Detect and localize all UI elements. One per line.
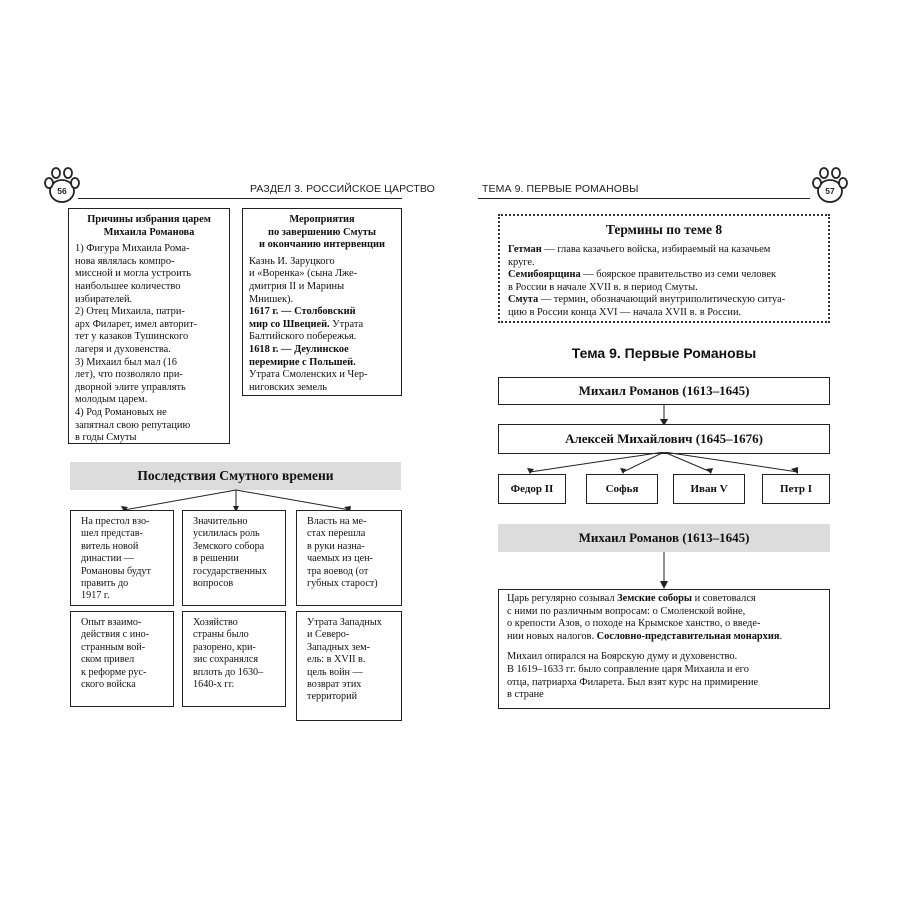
reasons-line: избирателей.	[75, 293, 133, 305]
cell-line: странным вой-	[81, 641, 146, 653]
tree-children-connectors	[498, 452, 838, 476]
measures-line: Балтийского побережья.	[249, 331, 357, 343]
cell-line: тра воевод (от	[307, 565, 369, 577]
reasons-title-line: Причины избрания царем	[87, 214, 211, 225]
consequence-cell	[70, 510, 174, 606]
reasons-line: нова являлась компро-	[75, 255, 175, 267]
measures-title-line: по завершению Смуты	[267, 226, 377, 238]
cell-line: ского войска	[81, 679, 136, 691]
consequence-cell	[182, 611, 286, 707]
details-text: и советовался	[692, 593, 756, 604]
reasons-line: запятнал свою репутацию	[75, 419, 191, 431]
measures-line: ниговских земель	[249, 381, 328, 393]
cell-line: Западных зем-	[307, 641, 370, 653]
mikhail-details	[507, 593, 821, 702]
term-definition: круге.	[508, 256, 535, 268]
cell-line: зис сохранялся	[193, 654, 259, 666]
details-text: в стране	[507, 689, 544, 701]
topic-title: Тема 9. Первые Романовы	[571, 345, 757, 361]
tree-node-child: Петр I	[762, 474, 830, 504]
reasons-line: лет), что позволяло при-	[75, 369, 183, 381]
tree-node-aleksei: Алексей Михайлович (1645–1676)	[498, 424, 830, 454]
consequence-cell	[70, 611, 174, 707]
term-definition: в России в начале XVII в. в период Смуты.	[508, 281, 698, 293]
reasons-line: тет у казаков Тушинского	[75, 331, 189, 343]
term-definition: — боярское правительство из семи человек	[580, 269, 776, 281]
reasons-line: арх Филарет, имел авторит-	[75, 318, 198, 330]
cell-line: к реформе рус-	[81, 666, 147, 678]
cell-line: 1640-х гг.	[193, 679, 235, 691]
reasons-line: лагеря и духовенства.	[75, 343, 171, 355]
measures-title-line: и окончанию интервенции	[258, 239, 386, 251]
details-text: .	[779, 630, 783, 642]
measures-line: и «Воренка» (сына Лже-	[249, 268, 358, 280]
cell-line: шел представ-	[81, 528, 143, 540]
cell-line: ском привел	[81, 654, 135, 666]
measures-line: Мнишек).	[249, 293, 294, 305]
measures-line: дмитрия II и Марины	[249, 280, 345, 292]
terms-body	[508, 244, 820, 320]
running-head-left: РАЗДЕЛ 3. РОССИЙСКОЕ ЦАРСТВО	[250, 183, 435, 195]
estate-monarchy: Сословно-представительная монархия	[596, 630, 780, 642]
cell-line: Романовы будут	[81, 565, 151, 577]
cell-line: в решении	[193, 553, 239, 565]
cell-line: Утрата Западных	[307, 617, 382, 628]
reasons-line: 1) Фигура Михаила Рома-	[75, 243, 190, 255]
page-number-right: 57	[825, 186, 835, 196]
cell-line: и Северо-	[307, 629, 350, 641]
reasons-box	[68, 208, 230, 444]
cell-line: усилилась роль	[193, 528, 260, 540]
mikhail-details-box	[498, 589, 830, 709]
term-smuta: Смута	[508, 294, 539, 306]
section-title: Михаил Романов (1613–1645)	[498, 524, 830, 552]
zemsky-sobor: Земские соборы	[617, 593, 693, 604]
reasons-list	[75, 243, 223, 445]
terms-title: Термины по теме 8	[605, 222, 723, 237]
details-text: Царь регулярно созывал	[507, 593, 618, 604]
cell-line: Хозяйство	[193, 617, 238, 628]
measures-body	[249, 256, 395, 395]
cell-line: ель: в XVII в.	[307, 654, 366, 666]
cell-line: Земского собора	[193, 540, 265, 552]
cell-line: территорий	[307, 691, 358, 703]
cell-line: Власть на ме-	[307, 516, 367, 527]
cell-line: губных старост)	[307, 578, 378, 590]
cell-line: государственных	[193, 565, 267, 577]
reasons-line: миссной и могла устроить	[75, 268, 192, 280]
cell-line: разорено, кри-	[193, 641, 256, 653]
cell-line: династии —	[81, 553, 135, 565]
consequence-cell	[296, 611, 402, 721]
cell-line: возврат этих	[307, 679, 362, 691]
page-number-left: 56	[57, 186, 67, 196]
treaty-1617-cont: мир со Швецией.	[249, 318, 330, 330]
details-text: нии новых налогов.	[507, 630, 597, 642]
tree-node-child: Иван V	[673, 474, 745, 504]
tree-node-child: Федор II	[498, 474, 566, 504]
cell-line: чаемых из цен-	[307, 553, 373, 565]
reasons-title	[75, 214, 223, 239]
cell-line: 1917 г.	[81, 590, 110, 602]
term-definition: — глава казачьего войска, избираемый на казачьем	[541, 244, 771, 255]
cell-line: вплоть до 1630–	[193, 666, 264, 678]
cell-line: цель войн —	[307, 666, 363, 678]
reasons-line: 2) Отец Михаила, патри-	[75, 306, 185, 318]
details-text: о крепости Азов, о походе на Крымское ханство, о введе-	[507, 618, 761, 630]
cell-line: витель новой	[81, 540, 139, 552]
cell-line: в руки назна-	[307, 540, 365, 552]
cell-line: действия с ино-	[81, 629, 150, 641]
consequence-cell	[182, 510, 286, 606]
consequence-cell	[296, 510, 402, 606]
terms-box	[498, 214, 830, 323]
cell-line: стах перешла	[307, 528, 366, 540]
reasons-line: дворной элите управлять	[75, 381, 186, 393]
truce-1618-cont: перемирие с Польшей.	[249, 356, 356, 368]
tree-node-mikhail: Михаил Романов (1613–1645)	[498, 377, 830, 405]
cell-line: править до	[81, 578, 129, 590]
measures-line: Казнь И. Заруцкого	[249, 255, 335, 267]
consequences-title: Последствия Смутного времени	[70, 462, 401, 490]
cell-line: Опыт взаимо-	[81, 617, 142, 628]
reasons-line: 3) Михаил был мал (16	[75, 356, 177, 368]
measures-title	[249, 214, 395, 252]
term-semiboyarshchina: Семибоярщина	[508, 269, 581, 281]
cell-line: вопросов	[193, 578, 234, 590]
treaty-1617: 1617 г. — Столбовский	[249, 306, 356, 318]
term-definition: — термин, обозначающий внутриполитическую ситуа-	[538, 294, 786, 306]
measures-line: Утрата Смоленских и Чер-	[249, 369, 368, 381]
term-hetman: Гетман	[508, 244, 542, 255]
measures-box	[242, 208, 402, 396]
details-text: отца, патриарха Филарета. Был взят курс на примирение	[507, 676, 759, 688]
reasons-line: молодым царем.	[75, 394, 148, 406]
details-text: с ними по различным вопросам: о Смоленской войне,	[507, 605, 746, 617]
cell-line: Значительно	[193, 516, 248, 527]
cell-line: На престол взо-	[81, 516, 150, 527]
tree-node-child: Софья	[586, 474, 658, 504]
details-text: Михаил опирался на Боярскую думу и духовенство.	[507, 651, 738, 663]
truce-1618: 1618 г. — Деулинское	[249, 343, 349, 355]
measures-title-line: Мероприятия	[289, 214, 355, 225]
reasons-line: в годы Смуты	[75, 432, 137, 444]
reasons-line: 4) Род Романовых не	[75, 406, 167, 418]
header-rule-right	[478, 198, 810, 199]
details-text: В 1619–1633 гг. было соправление царя Михаила и его	[507, 663, 749, 675]
reasons-title-line: Михаила Романова	[103, 226, 195, 238]
measures-line: Утрата	[329, 318, 364, 330]
running-head-right: ТЕМА 9. ПЕРВЫЕ РОМАНОВЫ	[482, 183, 639, 195]
header-rule-left	[78, 198, 402, 199]
term-definition: цию в России конца XVI — начала XVII в. в России.	[508, 306, 742, 318]
section-connector	[655, 552, 675, 590]
reasons-line: наибольшее количество	[75, 280, 181, 292]
cell-line: страны было	[193, 629, 249, 641]
